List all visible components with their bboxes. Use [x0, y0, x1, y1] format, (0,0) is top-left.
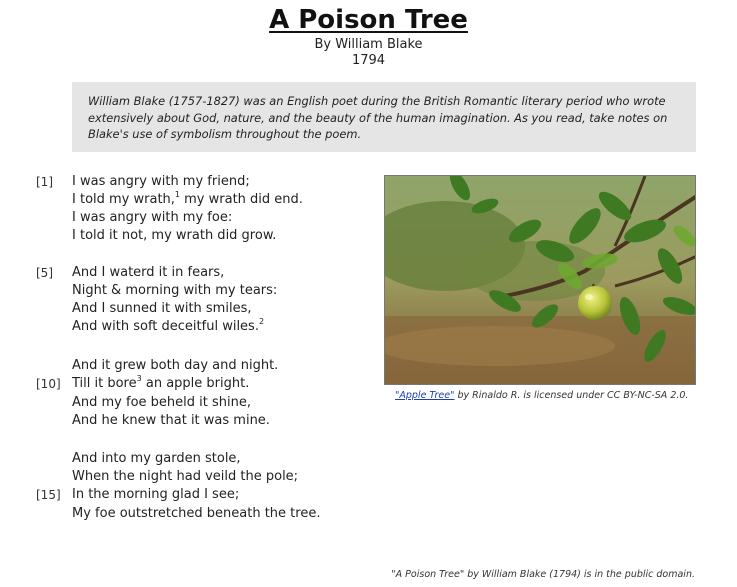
- poem-line: [0, 227, 380, 245]
- poem-line: [0, 173, 380, 191]
- line-number: [1]: [36, 175, 53, 189]
- line-text: I told it not, my wrath did grow.: [72, 228, 277, 243]
- line-text: I was angry with my foe:: [72, 210, 233, 225]
- author: By William Blake: [314, 37, 423, 52]
- poem-line: [0, 394, 380, 412]
- image-source-link[interactable]: "Apple Tree": [395, 390, 455, 401]
- intro-box: William Blake (1757-1827) was an English poet during the British Romantic literary period who wrote extensively about God, nature, and the beauty of the human imagination. As you read, take notes on Blake's use of symbolism throughout the poem.: [72, 82, 696, 152]
- poem-line: [0, 264, 380, 282]
- byline: [0, 37, 737, 69]
- line-number: [5]: [36, 266, 53, 280]
- poem-line: [0, 450, 380, 468]
- line-text: In the morning glad I see;: [72, 487, 240, 502]
- line-text: I was angry with my friend;: [72, 174, 250, 189]
- line-text: Till it bore$^3$ an apple bright.: [72, 374, 250, 391]
- line-text: I told my wrath,$^1$ my wrath did end.: [72, 190, 303, 207]
- poem-line: [0, 318, 380, 336]
- apple-tree-image: [385, 176, 696, 385]
- line-text: And it grew both day and night.: [72, 358, 279, 373]
- footnote-ref[interactable]: 2: [258, 317, 265, 326]
- footnote-ref[interactable]: 1: [174, 190, 181, 199]
- line-text: And into my garden stole,: [72, 451, 241, 466]
- poem-line: [0, 282, 380, 300]
- line-number: [10]: [36, 377, 61, 391]
- poem-line: [0, 357, 380, 375]
- poem-line: [0, 300, 380, 318]
- line-text: And I waterd it in fears,: [72, 265, 225, 280]
- line-text: Night & morning with my tears:: [72, 283, 278, 298]
- line-text: And I sunned it with smiles,: [72, 301, 252, 316]
- apple-tree-photo: [384, 175, 696, 385]
- footnote-ref[interactable]: 3: [136, 374, 142, 383]
- line-text: And my foe beheld it shine,: [72, 395, 251, 410]
- line-text: When the night had veild the pole;: [72, 469, 299, 484]
- poem-line: [0, 412, 380, 430]
- poem-line: [0, 375, 380, 393]
- image-caption: "Apple Tree" by Rinaldo R. is licensed under CC BY-NC-SA 2.0.: [395, 390, 689, 401]
- line-text: And he knew that it was mine.: [72, 413, 270, 428]
- public-domain-notice: "A Poison Tree" by William Blake (1794) is in the public domain.: [391, 569, 695, 580]
- poem-line: [0, 486, 380, 504]
- year: 1794: [351, 53, 386, 68]
- poem-line: [0, 468, 380, 486]
- poem-line: [0, 209, 380, 227]
- line-text: And with soft deceitful wiles.$^2$: [72, 317, 265, 334]
- poem-line: [0, 505, 380, 523]
- line-text: My foe outstretched beneath the tree.: [72, 506, 321, 521]
- poem-line: [0, 191, 380, 209]
- page-title: A Poison Tree: [269, 5, 468, 35]
- line-number: [15]: [36, 488, 61, 502]
